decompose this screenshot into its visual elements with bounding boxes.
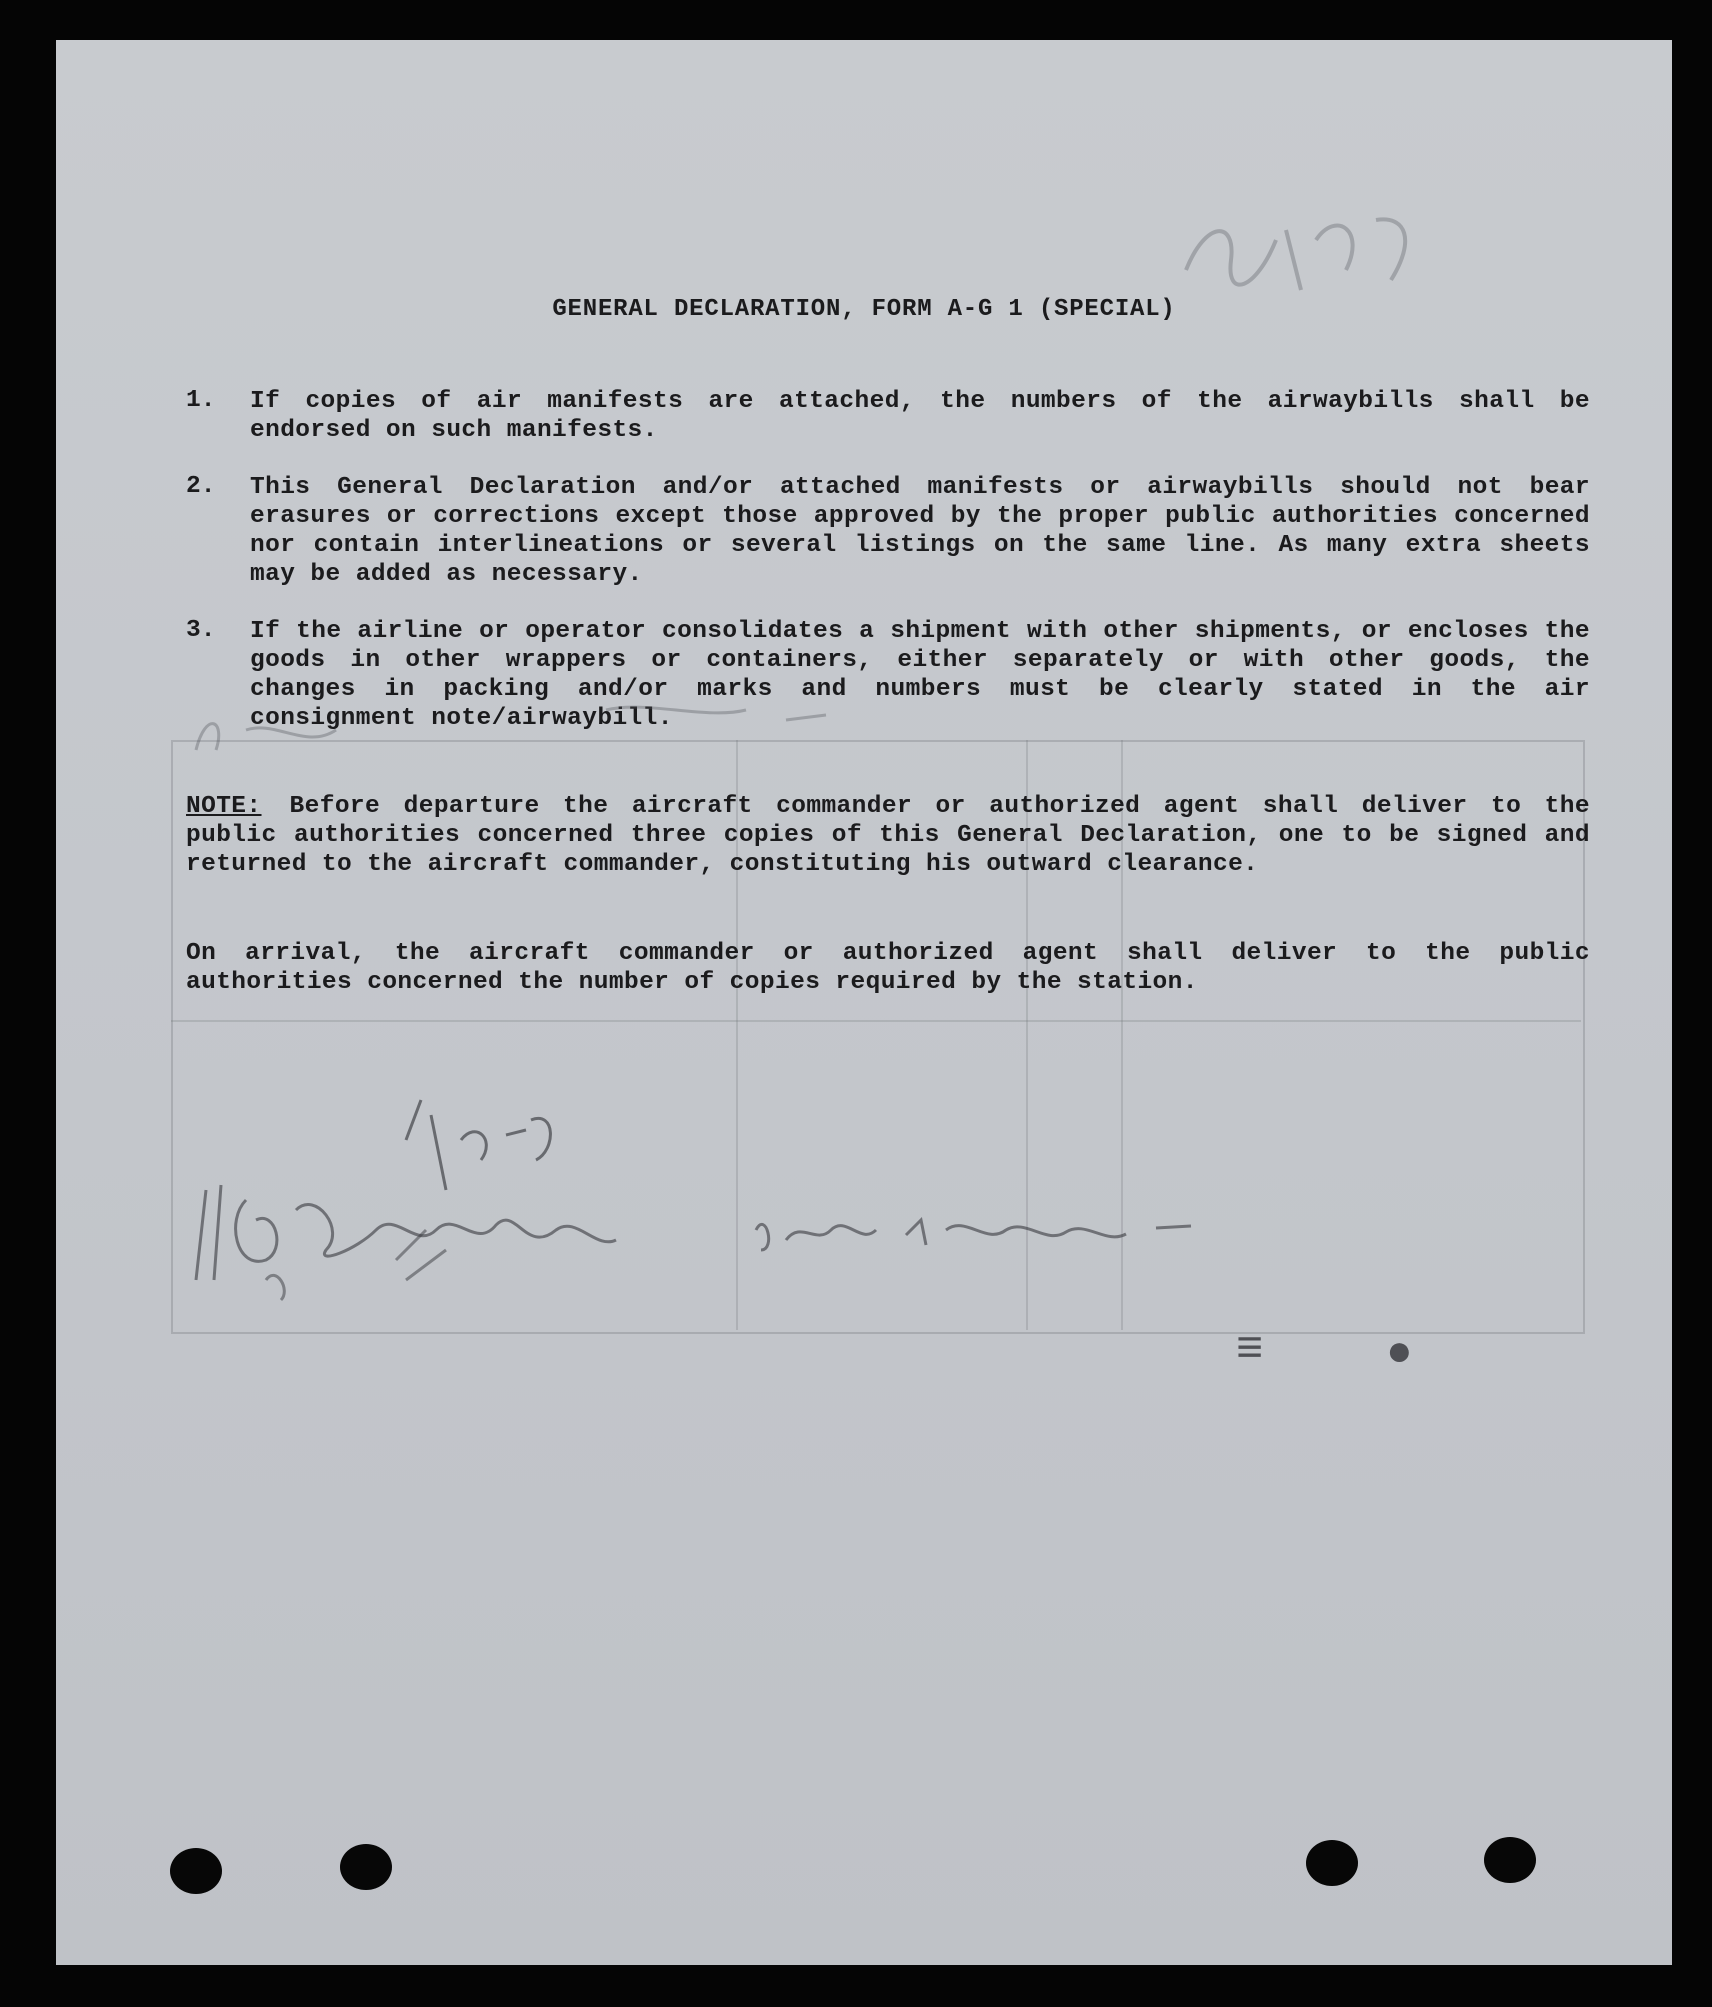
document-sheet <box>56 40 1672 1965</box>
item-number: 1. <box>186 387 216 414</box>
handwritten-annotation <box>746 1190 1196 1270</box>
bleed-through-stamp: ≡ <box>1236 1321 1264 1374</box>
instruction-item-1: If copies of air manifests are attached, the numbers of the airwaybills shall be endorsed on such manifests. <box>250 388 1590 444</box>
punch-hole <box>1484 1837 1536 1883</box>
note-label: NOTE: <box>186 793 262 820</box>
item-number: 2. <box>186 473 216 500</box>
note-text: Before departure the aircraft commander or authorized agent shall deliver to the public authorities concerned three copies of this General Declaration, one to be signed and returned to the aircraft commander, constituting his outward clearance. <box>186 793 1590 878</box>
instruction-item-2: This General Declaration and/or attached manifests or airwaybills should not bear erasures or corrections except those approved by the proper public authorities concerned nor contain interlineations or several listings on the same line. As many extra sheets may be added as necessary. <box>250 474 1590 588</box>
item-number: 3. <box>186 617 216 644</box>
bleed-through-line <box>171 1020 1581 1022</box>
note-paragraph <box>186 792 1590 879</box>
arrival-paragraph: On arrival, the aircraft commander or authorized agent shall deliver to the public authorities concerned the number of copies required by the station. <box>186 940 1590 996</box>
page-title: GENERAL DECLARATION, FORM A-G 1 (SPECIAL) <box>552 296 1176 323</box>
handwritten-annotation <box>176 1080 696 1310</box>
instruction-item-3: If the airline or operator consolidates a shipment with other shipments, or encloses the goods in other wrappers or containers, either separately or with other goods, the changes in packing and/or marks and numbers must be clearly stated in the air consignment note/airwaybill. <box>250 618 1590 732</box>
punch-hole <box>1306 1840 1358 1886</box>
bleed-through-stamp: ● <box>1386 1326 1413 1375</box>
faint-pencil-mark <box>186 690 886 770</box>
punch-hole <box>170 1848 222 1894</box>
faint-pencil-mark <box>1176 200 1436 310</box>
punch-hole <box>340 1844 392 1890</box>
